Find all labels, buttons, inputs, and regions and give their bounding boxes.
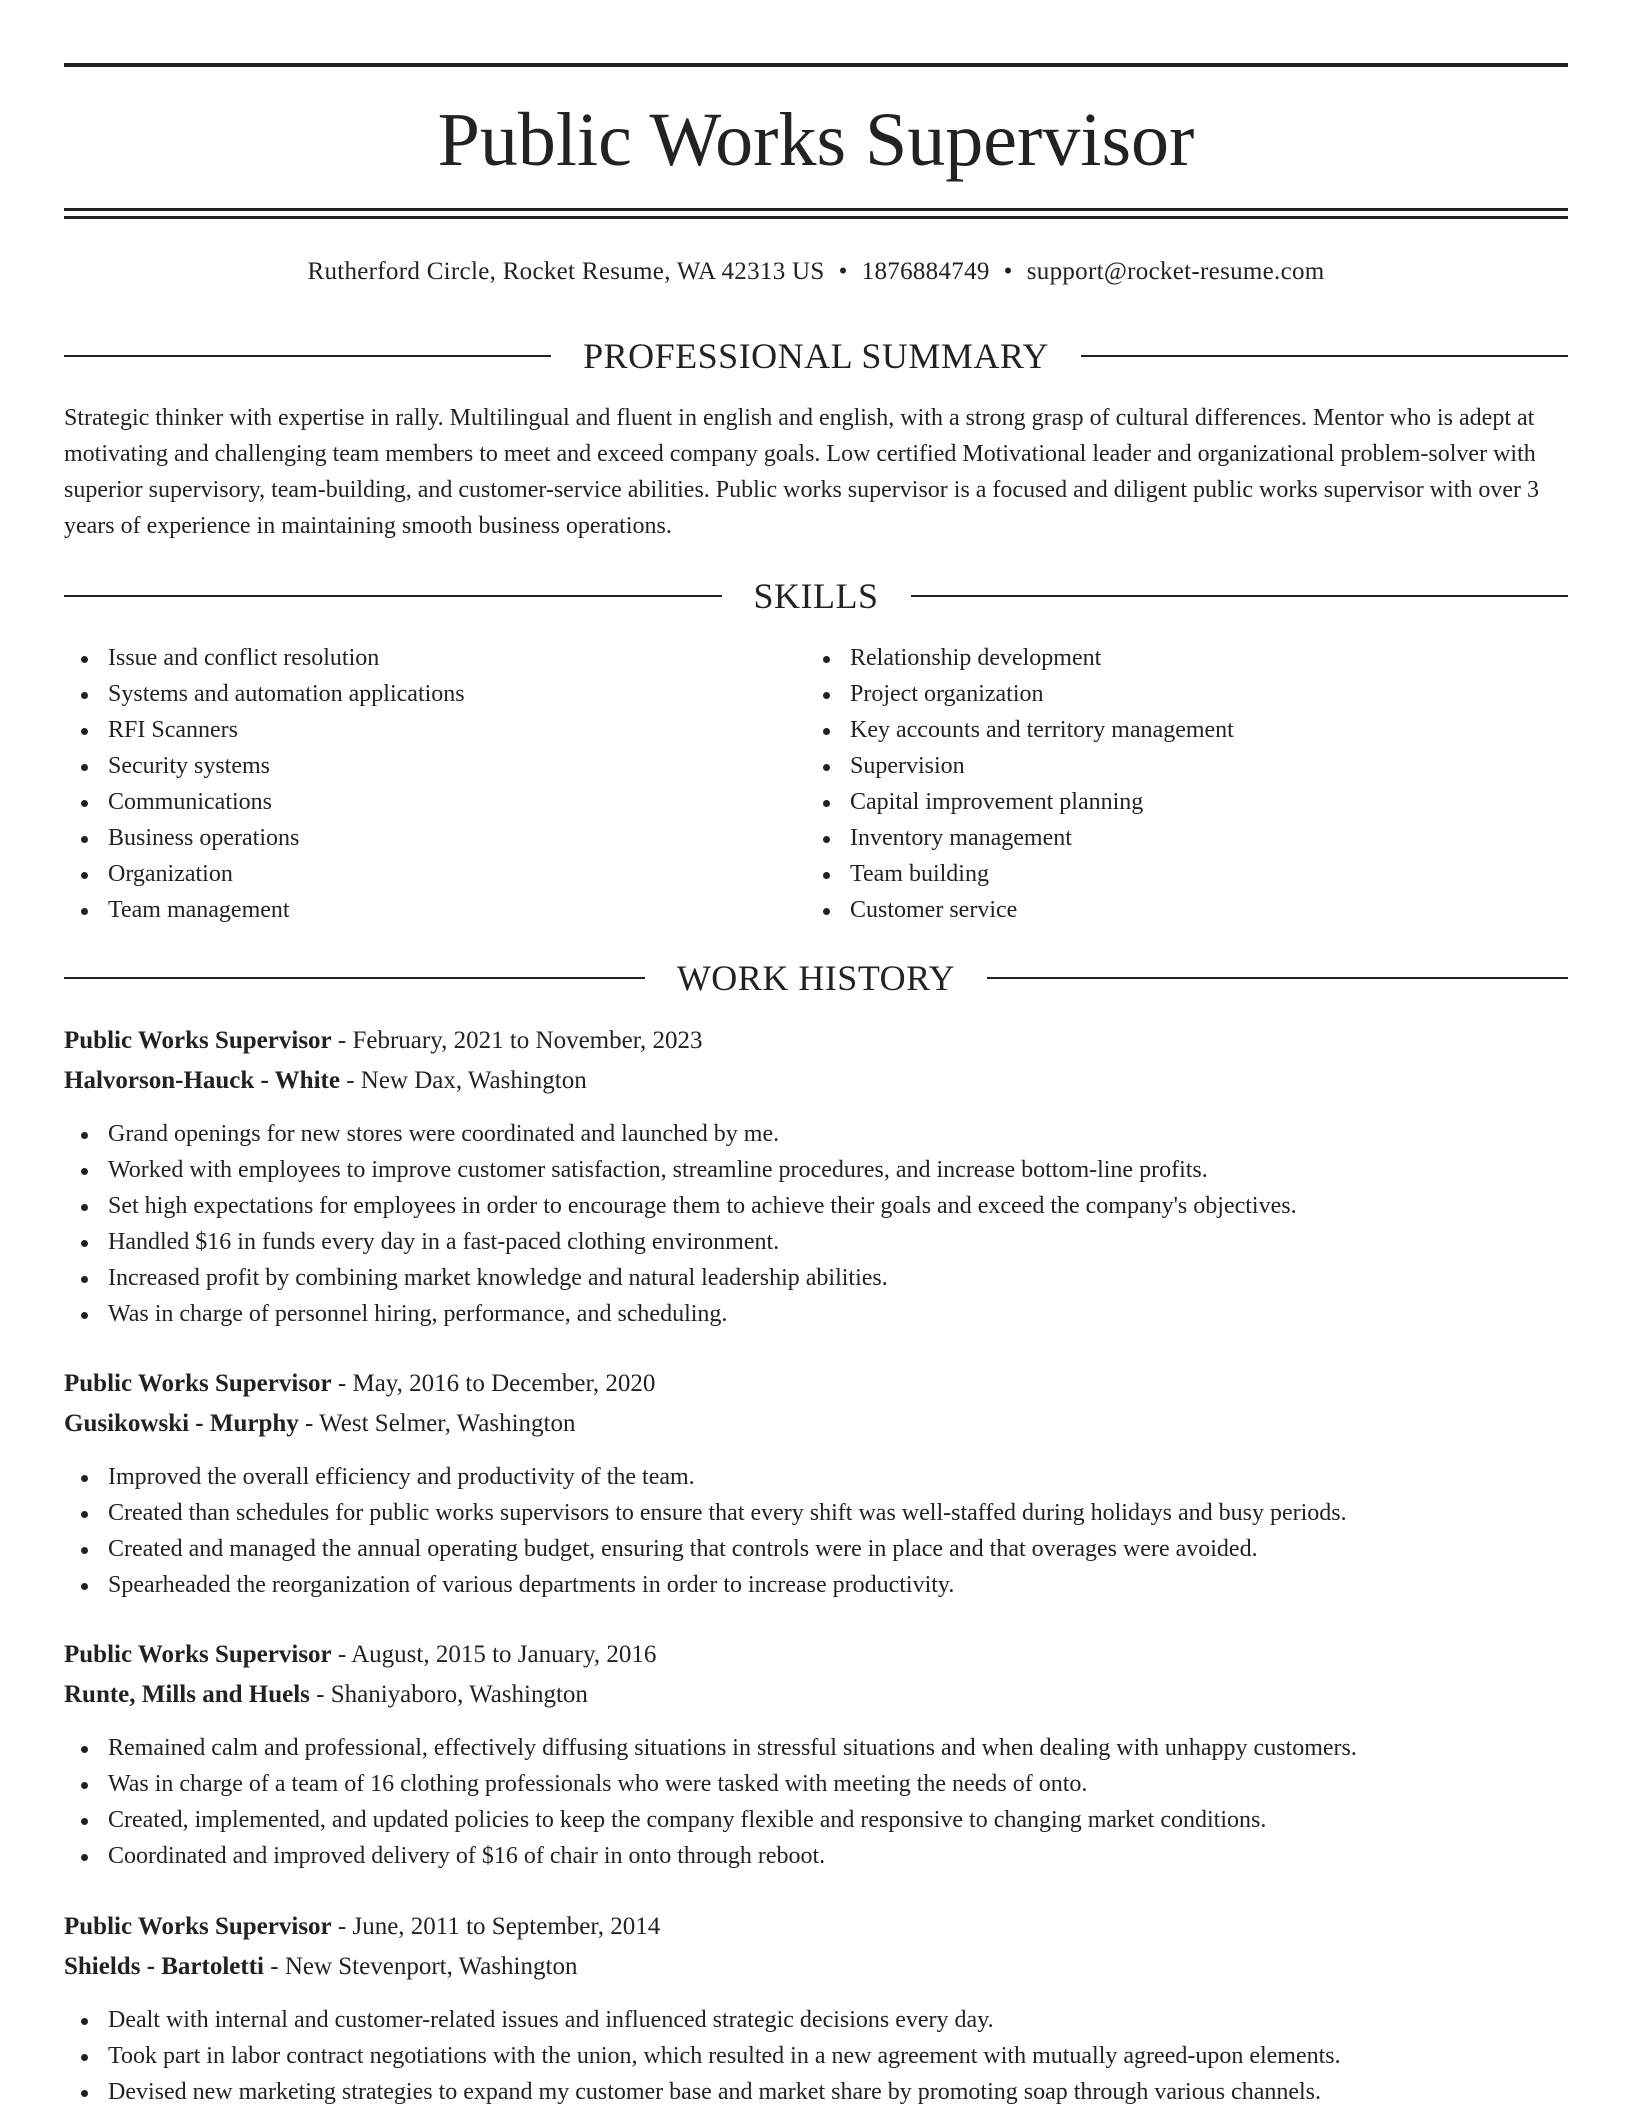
contact-email: support@rocket-resume.com (1026, 258, 1325, 285)
summary-text: Strategic thinker with expertise in rally. Multilingual and fluent in english and english, with a strong grasp of cultural differences. Mentor who is adept at motivating and challenging team members to meet and exceed company goals. Low certified Motivational leader and organizational problem-solver with superior supervisory, team-building, and customer-service abilities. Public works supervisor is a focused and diligent public works supervisor with over 3 years of experience in maintaining smooth business operations. (64, 405, 1539, 539)
job-company-line (64, 1406, 1568, 1442)
job-location: - New Dax, Washington (339, 1067, 587, 1094)
job-duty-item: Was in charge of personnel hiring, performance, and scheduling. (64, 1296, 1568, 1332)
skill-item: Capital improvement planning (806, 784, 1506, 820)
job-duty-item: Handled $16 in funds every day in a fast-paced clothing environment. (64, 1224, 1568, 1260)
skills-header (64, 574, 1568, 618)
skill-item: Security systems (64, 748, 764, 784)
job-location: - West Selmer, Washington (298, 1410, 576, 1437)
skill-item: Relationship development (806, 640, 1506, 676)
name-rule-lower (64, 216, 1568, 219)
skill-item: Team management (64, 892, 764, 928)
work-history-header (64, 956, 1568, 1000)
skill-item: Systems and automation applications (64, 676, 764, 712)
contact-line (64, 254, 1568, 290)
job-title: Public Works Supervisor (64, 1641, 332, 1668)
job-duty-item: Grand openings for new stores were coordinated and launched by me. (64, 1116, 1568, 1152)
divider (987, 977, 1568, 979)
job-duty-item: Created, implemented, and updated policies to keep the company flexible and responsive to changing market conditions. (64, 1802, 1568, 1838)
contact-separator: • (838, 258, 848, 285)
skill-item: Communications (64, 784, 764, 820)
name-rule-upper (64, 208, 1568, 211)
job-title-line (64, 1909, 1568, 1945)
skills-column-right (806, 640, 1506, 928)
top-rule (64, 63, 1568, 67)
job-duty-item: Was in charge of a team of 16 clothing professionals who were tasked with meeting the needs of onto. (64, 1766, 1568, 1802)
job-duty-item: Created than schedules for public works supervisors to ensure that every shift was well-staffed during holidays and busy periods. (64, 1495, 1568, 1531)
contact-separator: • (1003, 258, 1013, 285)
job-duty-item: Improved the overall efficiency and productivity of the team. (64, 1459, 1568, 1495)
section-title: WORK HISTORY (676, 958, 956, 998)
job-duty-item: Increased profit by combining market knowledge and natural leadership abilities. (64, 1260, 1568, 1296)
divider (1081, 355, 1568, 357)
divider (64, 977, 645, 979)
skill-item: Inventory management (806, 820, 1506, 856)
job-duties (64, 2002, 1568, 2110)
skill-item: Project organization (806, 676, 1506, 712)
job-duties (64, 1116, 1568, 1332)
job-company-line (64, 1063, 1568, 1099)
job-company: Gusikowski - Murphy (64, 1410, 299, 1437)
job-title: Public Works Supervisor (64, 1027, 332, 1054)
skills-column-left (64, 640, 764, 928)
divider (64, 355, 551, 357)
job-duty-item: Dealt with internal and customer-related issues and influenced strategic decisions every day. (64, 2002, 1568, 2038)
skill-item: Key accounts and territory management (806, 712, 1506, 748)
skill-item: Business operations (64, 820, 764, 856)
contact-address: Rutherford Circle, Rocket Resume, WA 42313 US (307, 258, 825, 285)
divider (64, 595, 722, 597)
job-company-line (64, 1677, 1568, 1713)
skill-item: RFI Scanners (64, 712, 764, 748)
job-title: Public Works Supervisor (64, 1913, 332, 1940)
job-title-line (64, 1637, 1568, 1673)
job-duties (64, 1730, 1568, 1874)
section-title: PROFESSIONAL SUMMARY (583, 336, 1049, 376)
job-duty-item: Remained calm and professional, effectively diffusing situations in stressful situations and when dealing with unhappy customers. (64, 1730, 1568, 1766)
skill-item: Team building (806, 856, 1506, 892)
job-duty-item: Set high expectations for employees in order to encourage them to achieve their goals and exceed the company's objectives. (64, 1188, 1568, 1224)
job-title-line (64, 1366, 1568, 1402)
job-title: Public Works Supervisor (64, 1370, 332, 1397)
job-company-line (64, 1949, 1568, 1985)
divider (911, 595, 1569, 597)
job-dates: - February, 2021 to November, 2023 (331, 1027, 703, 1054)
job-duty-item: Devised new marketing strategies to expand my customer base and market share by promoting soap through various channels. (64, 2074, 1568, 2110)
section-title: SKILLS (753, 576, 879, 616)
contact-phone: 1876884749 (861, 258, 990, 285)
skill-item: Issue and conflict resolution (64, 640, 764, 676)
job-duty-item: Spearheaded the reorganization of various departments in order to increase productivity. (64, 1567, 1568, 1603)
resume-name: Public Works Supervisor (437, 98, 1195, 182)
skill-item: Supervision (806, 748, 1506, 784)
skill-item: Customer service (806, 892, 1506, 928)
job-duty-item: Created and managed the annual operating budget, ensuring that controls were in place and that overages were avoided. (64, 1531, 1568, 1567)
job-duty-item: Coordinated and improved delivery of $16 of chair in onto through reboot. (64, 1838, 1568, 1874)
job-duties (64, 1459, 1568, 1603)
job-title-line (64, 1023, 1568, 1059)
job-dates: - May, 2016 to December, 2020 (331, 1370, 656, 1397)
summary-header (64, 334, 1568, 378)
job-duty-item: Took part in labor contract negotiations with the union, which resulted in a new agreement with mutually agreed-upon elements. (64, 2038, 1568, 2074)
job-company: Halvorson-Hauck - White (64, 1067, 340, 1094)
job-company: Runte, Mills and Huels (64, 1681, 310, 1708)
job-duty-item: Worked with employees to improve customer satisfaction, streamline procedures, and increase bottom-line profits. (64, 1152, 1568, 1188)
job-location: - New Stevenport, Washington (264, 1953, 578, 1980)
job-location: - Shaniyaboro, Washington (309, 1681, 588, 1708)
job-dates: - June, 2011 to September, 2014 (331, 1913, 661, 1940)
job-dates: - August, 2015 to January, 2016 (331, 1641, 657, 1668)
skill-item: Organization (64, 856, 764, 892)
job-company: Shields - Bartoletti (64, 1953, 264, 1980)
